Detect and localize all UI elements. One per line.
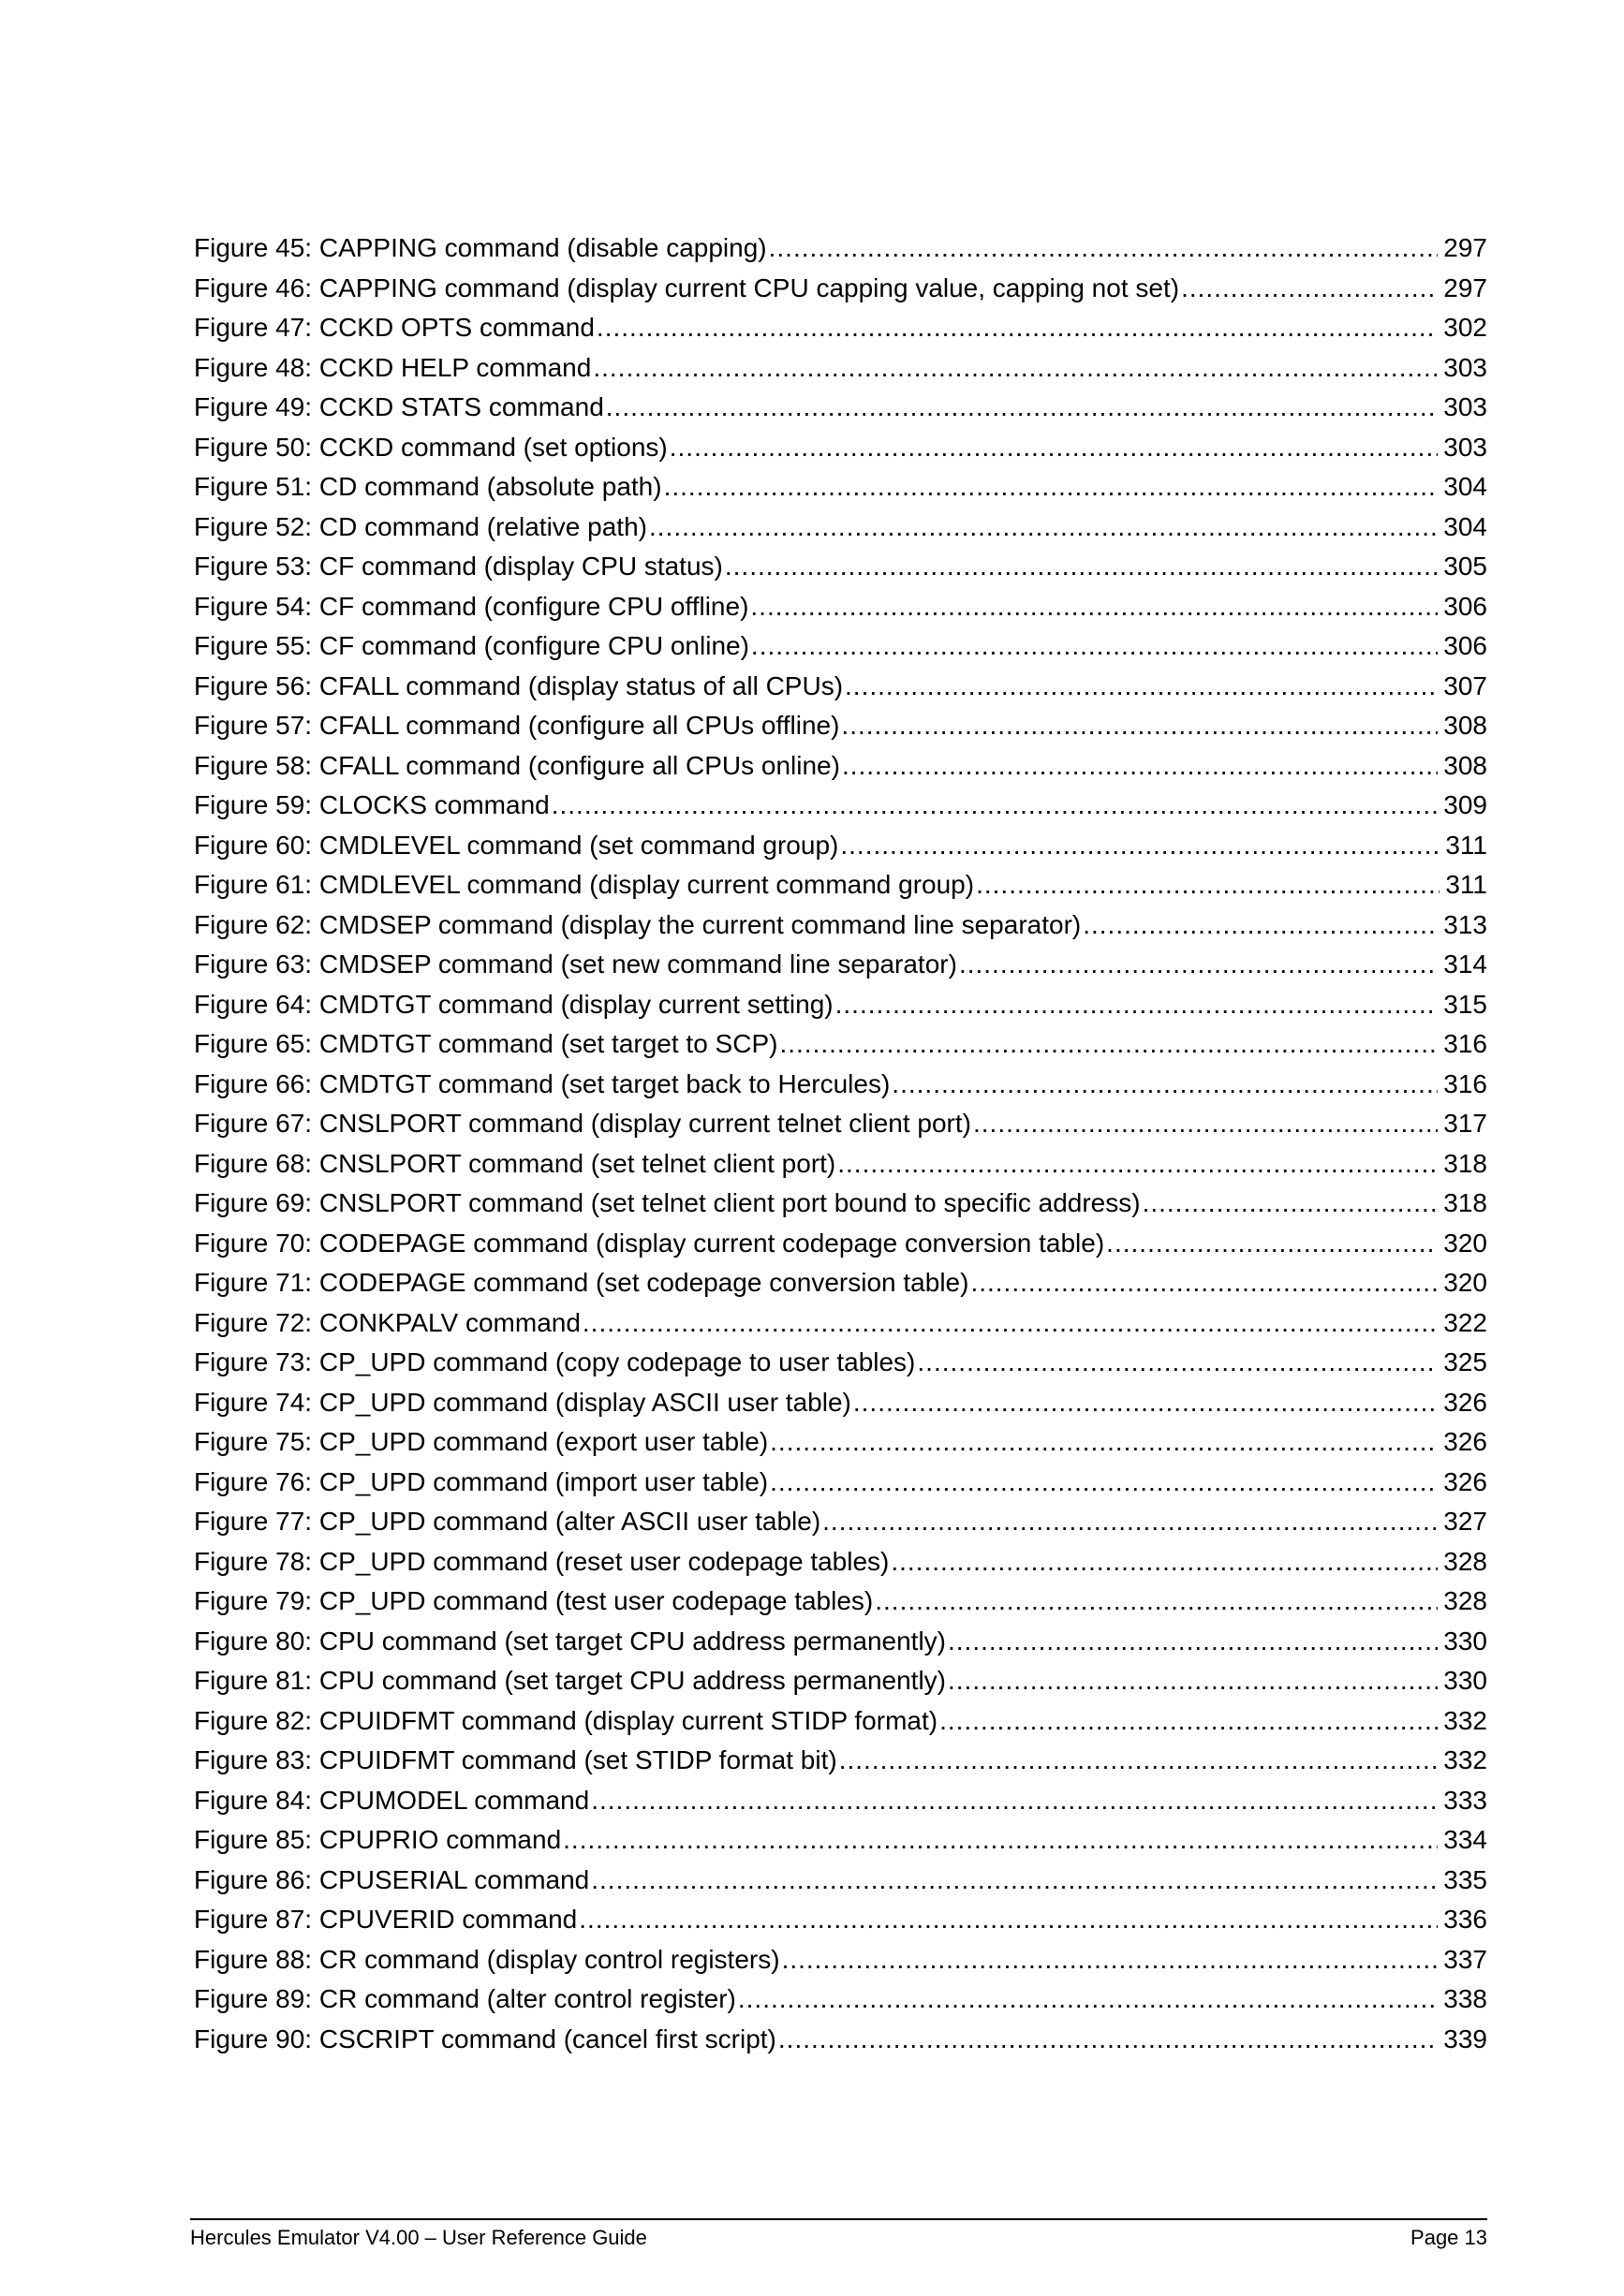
toc-entry-label: Figure 52: CD command (relative path) <box>194 511 647 541</box>
toc-entry[interactable] <box>194 1861 1487 1901</box>
toc-entry-label: Figure 58: CFALL command (configure all CPUs online) <box>194 750 840 780</box>
toc-entry[interactable] <box>194 2020 1487 2060</box>
toc-entry-label: Figure 89: CR command (alter control register) <box>194 1984 736 2013</box>
toc-entry-page-number: 297 <box>1443 233 1487 262</box>
toc-entry[interactable] <box>194 1383 1487 1423</box>
toc-entry-page-number: 330 <box>1443 1626 1487 1656</box>
toc-entry-label: Figure 84: CPUMODEL command <box>194 1785 590 1815</box>
toc-entry-label: Figure 62: CMDSEP command (display the current command line separator) <box>194 909 1082 939</box>
dot-leader <box>973 1104 1438 1144</box>
toc-entry-label: Figure 53: CF command (display CPU status) <box>194 552 723 581</box>
toc-entry-page-number: 333 <box>1443 1785 1487 1815</box>
dot-leader <box>769 228 1439 269</box>
dot-leader <box>563 1820 1438 1861</box>
toc-entry[interactable] <box>194 1184 1487 1224</box>
toc-entry[interactable] <box>194 547 1487 587</box>
toc-entry-label: Figure 57: CFALL command (configure all CPUs offline) <box>194 711 840 740</box>
dot-leader <box>959 945 1438 985</box>
dot-leader <box>593 348 1438 389</box>
toc-entry-page-number: 317 <box>1443 1109 1487 1138</box>
toc-entry-label: Figure 59: CLOCKS command <box>194 790 550 819</box>
dot-leader <box>552 786 1439 826</box>
toc-entry-label: Figure 45: CAPPING command (disable capping) <box>194 233 767 262</box>
toc-entry[interactable] <box>194 786 1487 826</box>
toc-entry-page-number: 297 <box>1443 272 1487 302</box>
toc-entry[interactable] <box>194 1224 1487 1264</box>
toc-entry[interactable] <box>194 1661 1487 1701</box>
toc-entry[interactable] <box>194 1024 1487 1065</box>
toc-entry[interactable] <box>194 1065 1487 1105</box>
toc-entry-page-number: 328 <box>1443 1546 1487 1576</box>
toc-entry[interactable] <box>194 1144 1487 1185</box>
dot-leader <box>948 1661 1438 1701</box>
toc-entry-page-number: 304 <box>1443 472 1487 501</box>
dot-leader <box>782 1940 1439 1980</box>
toc-entry-page-number: 332 <box>1443 1745 1487 1774</box>
toc-entry-page-number: 318 <box>1443 1188 1487 1217</box>
dot-leader <box>664 467 1439 508</box>
toc-entry[interactable] <box>194 1502 1487 1542</box>
toc-entry[interactable] <box>194 1542 1487 1582</box>
toc-entry-label: Figure 79: CP_UPD command (test user codepage tables) <box>194 1586 874 1615</box>
toc-entry[interactable] <box>194 1622 1487 1662</box>
dot-leader <box>839 1741 1439 1781</box>
toc-entry[interactable] <box>194 826 1487 866</box>
toc-entry-page-number: 322 <box>1443 1307 1487 1337</box>
toc-entry-page-number: 314 <box>1443 949 1487 979</box>
toc-entry[interactable] <box>194 626 1487 667</box>
toc-entry[interactable] <box>194 667 1487 707</box>
dot-leader <box>591 1861 1438 1901</box>
dot-leader <box>583 1303 1438 1344</box>
dot-leader <box>976 865 1439 905</box>
dot-leader <box>892 1065 1438 1105</box>
toc-entry-label: Figure 55: CF command (configure CPU online) <box>194 631 749 660</box>
toc-entry-page-number: 326 <box>1443 1387 1487 1417</box>
toc-entry-label: Figure 74: CP_UPD command (display ASCII user table) <box>194 1387 851 1417</box>
toc-entry-page-number: 303 <box>1443 352 1487 382</box>
dot-leader <box>738 1980 1438 2020</box>
toc-entry[interactable] <box>194 308 1487 348</box>
toc-entry-page-number: 309 <box>1443 790 1487 819</box>
toc-entry-page-number: 303 <box>1443 432 1487 462</box>
toc-entry-page-number: 311 <box>1445 830 1487 860</box>
toc-entry-page-number: 308 <box>1443 711 1487 740</box>
toc-entry[interactable] <box>194 1940 1487 1980</box>
toc-entry[interactable] <box>194 985 1487 1025</box>
footer-page-number: Page 13 <box>1410 2226 1487 2249</box>
toc-entry[interactable] <box>194 1820 1487 1861</box>
toc-entry-label: Figure 48: CCKD HELP command <box>194 352 592 382</box>
dot-leader <box>778 2020 1438 2060</box>
dot-leader <box>1083 905 1438 946</box>
toc-entry[interactable] <box>194 905 1487 946</box>
toc-entry-page-number: 320 <box>1443 1228 1487 1258</box>
dot-leader <box>853 1383 1438 1423</box>
toc-entry-label: Figure 51: CD command (absolute path) <box>194 472 662 501</box>
dot-leader <box>751 626 1438 667</box>
toc-entry-page-number: 326 <box>1443 1427 1487 1456</box>
toc-entry-label: Figure 81: CPU command (set target CPU address permanently) <box>194 1666 946 1695</box>
toc-entry-page-number: 332 <box>1443 1705 1487 1735</box>
toc-entry-label: Figure 72: CONKPALV command <box>194 1307 581 1337</box>
toc-entry-page-number: 328 <box>1443 1586 1487 1615</box>
toc-entry[interactable] <box>194 1263 1487 1303</box>
toc-entry[interactable] <box>194 269 1487 309</box>
toc-entry[interactable] <box>194 467 1487 508</box>
dot-leader <box>948 1622 1438 1662</box>
toc-entry[interactable] <box>194 1463 1487 1503</box>
toc-entry-label: Figure 87: CPUVERID command <box>194 1905 578 1934</box>
toc-entry[interactable] <box>194 865 1487 905</box>
toc-entry-page-number: 338 <box>1443 1984 1487 2013</box>
toc-entry-label: Figure 49: CCKD STATS command <box>194 392 604 421</box>
toc-entry[interactable] <box>194 348 1487 389</box>
dot-leader <box>1143 1184 1439 1224</box>
dot-leader <box>779 1024 1438 1065</box>
dot-leader <box>822 1502 1438 1542</box>
toc-entry-label: Figure 71: CODEPAGE command (set codepage conversion table) <box>194 1268 969 1297</box>
toc-entry-label: Figure 46: CAPPING command (display current CPU capping value, capping not set) <box>194 272 1180 302</box>
dot-leader <box>1181 269 1438 309</box>
toc-entry-label: Figure 67: CNSLPORT command (display current telnet client port) <box>194 1109 971 1138</box>
toc-entry-label: Figure 63: CMDSEP command (set new command line separator) <box>194 949 957 979</box>
toc-entry-label: Figure 60: CMDLEVEL command (set command group) <box>194 830 839 860</box>
toc-entry[interactable] <box>194 1781 1487 1821</box>
dot-leader <box>770 1463 1438 1503</box>
toc-entry-label: Figure 69: CNSLPORT command (set telnet client port bound to specific address) <box>194 1188 1141 1217</box>
dot-leader <box>842 746 1438 787</box>
dot-leader <box>649 508 1438 548</box>
toc-entry-page-number: 311 <box>1445 870 1487 899</box>
dot-leader <box>1106 1224 1438 1264</box>
toc-entry[interactable] <box>194 508 1487 548</box>
toc-entry[interactable] <box>194 1303 1487 1344</box>
toc-entry-page-number: 320 <box>1443 1268 1487 1297</box>
dot-leader <box>725 547 1438 587</box>
toc-entry[interactable] <box>194 746 1487 787</box>
dot-leader <box>670 428 1439 468</box>
toc-entry[interactable] <box>194 1104 1487 1144</box>
dot-leader <box>917 1343 1438 1383</box>
toc-entry[interactable] <box>194 388 1487 428</box>
toc-entry-label: Figure 70: CODEPAGE command (display current codepage conversion table) <box>194 1228 1105 1258</box>
toc-entry[interactable] <box>194 1980 1487 2020</box>
toc-entry[interactable] <box>194 587 1487 627</box>
dot-leader <box>875 1582 1438 1622</box>
toc-entry[interactable] <box>194 1422 1487 1463</box>
toc-entry-label: Figure 86: CPUSERIAL command <box>194 1864 590 1894</box>
toc-entry-label: Figure 85: CPUPRIO command <box>194 1825 562 1854</box>
toc-entry-label: Figure 50: CCKD command (set options) <box>194 432 668 462</box>
toc-entry-page-number: 307 <box>1443 670 1487 700</box>
dot-leader <box>845 667 1438 707</box>
toc-entry[interactable] <box>194 228 1487 269</box>
toc-entry-label: Figure 73: CP_UPD command (copy codepage to user tables) <box>194 1347 916 1376</box>
toc-entry-label: Figure 68: CNSLPORT command (set telnet client port) <box>194 1148 836 1178</box>
toc-entry[interactable] <box>194 1900 1487 1940</box>
toc-entry-label: Figure 65: CMDTGT command (set target to SCP) <box>194 1029 778 1058</box>
toc-entry-page-number: 336 <box>1443 1905 1487 1934</box>
toc-entry-label: Figure 77: CP_UPD command (alter ASCII user table) <box>194 1507 821 1536</box>
toc-entry-label: Figure 76: CP_UPD command (import user table) <box>194 1466 769 1496</box>
dot-leader <box>835 985 1439 1025</box>
dot-leader <box>597 308 1438 348</box>
toc-entry[interactable] <box>194 1343 1487 1383</box>
toc-entry-page-number: 335 <box>1443 1864 1487 1894</box>
toc-entry-page-number: 334 <box>1443 1825 1487 1854</box>
toc-entry[interactable] <box>194 1582 1487 1622</box>
toc-entry-page-number: 339 <box>1443 2024 1487 2053</box>
toc-entry-page-number: 316 <box>1443 1068 1487 1098</box>
toc-entry-page-number: 326 <box>1443 1466 1487 1496</box>
toc-entry-label: Figure 64: CMDTGT command (display current setting) <box>194 989 834 1019</box>
dot-leader <box>840 826 1439 866</box>
toc-entry[interactable] <box>194 1701 1487 1742</box>
dot-leader <box>770 1422 1438 1463</box>
toc-entry-page-number: 306 <box>1443 591 1487 621</box>
dot-leader <box>606 388 1439 428</box>
toc-entry-page-number: 305 <box>1443 552 1487 581</box>
toc-entry-label: Figure 56: CFALL command (display status of all CPUs) <box>194 670 844 700</box>
toc-entry[interactable] <box>194 945 1487 985</box>
toc-entry[interactable] <box>194 1741 1487 1781</box>
toc-entry-page-number: 313 <box>1443 909 1487 939</box>
toc-entry-page-number: 308 <box>1443 750 1487 780</box>
toc-entry[interactable] <box>194 428 1487 468</box>
dot-leader <box>837 1144 1438 1185</box>
toc-entry-page-number: 318 <box>1443 1148 1487 1178</box>
toc-entry-page-number: 327 <box>1443 1507 1487 1536</box>
toc-entry-page-number: 316 <box>1443 1029 1487 1058</box>
toc-entry-page-number: 304 <box>1443 511 1487 541</box>
toc-entry-label: Figure 88: CR command (display control registers) <box>194 1944 780 1974</box>
toc-entry-label: Figure 47: CCKD OPTS command <box>194 313 595 342</box>
toc-entry-label: Figure 66: CMDTGT command (set target back to Hercules) <box>194 1068 891 1098</box>
toc-entry-page-number: 325 <box>1443 1347 1487 1376</box>
table-of-figures <box>194 228 1487 2059</box>
toc-entry-label: Figure 61: CMDLEVEL command (display current command group) <box>194 870 975 899</box>
toc-entry-page-number: 330 <box>1443 1666 1487 1695</box>
toc-entry-label: Figure 82: CPUIDFMT command (display current STIDP format) <box>194 1705 938 1735</box>
dot-leader <box>891 1542 1438 1582</box>
toc-entry-label: Figure 78: CP_UPD command (reset user codepage tables) <box>194 1546 890 1576</box>
toc-entry-label: Figure 83: CPUIDFMT command (set STIDP format bit) <box>194 1745 837 1774</box>
toc-entry[interactable] <box>194 706 1487 746</box>
toc-entry-page-number: 337 <box>1443 1944 1487 1974</box>
toc-entry-page-number: 306 <box>1443 631 1487 660</box>
dot-leader <box>939 1701 1438 1742</box>
toc-entry-label: Figure 90: CSCRIPT command (cancel first script) <box>194 2024 776 2053</box>
dot-leader <box>970 1263 1438 1303</box>
dot-leader <box>841 706 1438 746</box>
toc-entry-page-number: 315 <box>1443 989 1487 1019</box>
dot-leader <box>750 587 1438 627</box>
toc-entry-label: Figure 75: CP_UPD command (export user table) <box>194 1427 769 1456</box>
toc-entry-page-number: 303 <box>1443 392 1487 421</box>
toc-entry-label: Figure 80: CPU command (set target CPU address permanently) <box>194 1626 946 1656</box>
toc-entry-page-number: 302 <box>1443 313 1487 342</box>
footer-document-title: Hercules Emulator V4.00 – User Reference Guide <box>190 2226 647 2249</box>
page-footer <box>190 2218 1487 2250</box>
toc-entry-label: Figure 54: CF command (configure CPU offline) <box>194 591 749 621</box>
dot-leader <box>579 1900 1438 1940</box>
dot-leader <box>591 1781 1438 1821</box>
